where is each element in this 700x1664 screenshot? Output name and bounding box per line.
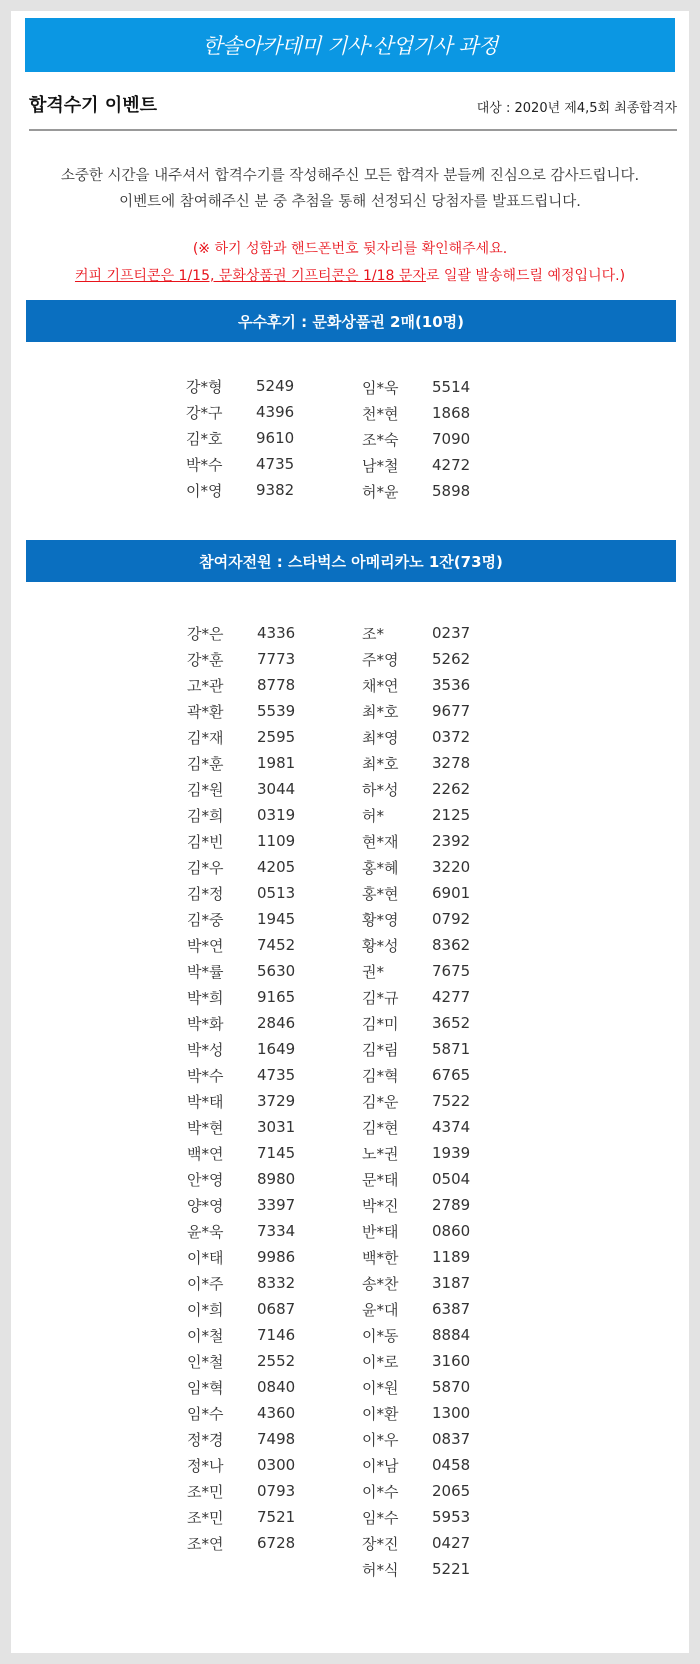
winner-row: [187, 1010, 295, 1036]
winner-name: 박*률: [187, 962, 224, 981]
target-label: 대상 : 2020년 제4,5회 최종합격자: [476, 100, 677, 116]
winner-row: [362, 1400, 470, 1426]
winner-row: [187, 1140, 295, 1166]
winner-name: 홍*혜: [362, 858, 399, 877]
winner-row: [362, 802, 470, 828]
phone-last-digits: 5871: [432, 1040, 471, 1058]
winner-row: [187, 828, 295, 854]
phone-last-digits: 0458: [432, 1456, 471, 1474]
winner-name: 강*형: [186, 377, 223, 396]
phone-last-digits: 3160: [432, 1352, 471, 1370]
winner-name: 송*찬: [362, 1274, 399, 1293]
winner-name: 하*성: [362, 780, 399, 799]
winner-row: [187, 620, 295, 646]
winner-row: [186, 373, 294, 399]
phone-last-digits: 1945: [257, 910, 296, 928]
winner-row: [187, 1452, 295, 1478]
winner-name: 허*윤: [362, 482, 399, 501]
phone-last-digits: 8980: [257, 1170, 296, 1188]
winner-row: [187, 1530, 295, 1556]
phone-last-digits: 5630: [257, 962, 296, 980]
phone-last-digits: 6901: [432, 884, 471, 902]
phone-last-digits: 3220: [432, 858, 471, 876]
winner-row: [362, 1452, 470, 1478]
winner-name: 반*태: [362, 1222, 399, 1241]
phone-last-digits: 7452: [257, 936, 296, 954]
winner-name: 허*식: [362, 1560, 399, 1579]
intro-line-1: 소중한 시간을 내주셔서 합격수기를 작성해주신 모든 합격자 분들께 진심으로 감사드립니다.: [60, 168, 640, 184]
notice-underlined: 커피 기프티콘은 1/15, 문화상품권 기프티콘은 1/18 문자: [74, 268, 426, 284]
winner-row: [187, 1062, 295, 1088]
phone-last-digits: 7334: [257, 1222, 296, 1240]
winner-name: 현*재: [362, 832, 399, 851]
winner-row: [186, 399, 294, 425]
winner-row: [362, 776, 470, 802]
phone-last-digits: 3044: [257, 780, 296, 798]
phone-last-digits: 8778: [257, 676, 296, 694]
phone-last-digits: 0860: [432, 1222, 471, 1240]
winner-name: 박*진: [362, 1196, 399, 1215]
phone-last-digits: 8362: [432, 936, 471, 954]
winner-row: [362, 1114, 470, 1140]
phone-last-digits: 7145: [257, 1144, 296, 1162]
phone-last-digits: 1868: [432, 404, 471, 422]
winner-row: [187, 750, 295, 776]
winner-name: 김*정: [187, 884, 224, 903]
winner-name: 이*철: [187, 1326, 224, 1345]
winner-row: [362, 1426, 470, 1452]
winner-name: 윤*대: [362, 1300, 399, 1319]
winner-name: 채*연: [362, 676, 399, 695]
event-card: [11, 11, 689, 1653]
phone-last-digits: 5870: [432, 1378, 471, 1396]
all-participants-section-title: 참여자전원 : 스타벅스 아메리카노 1잔(73명): [26, 540, 676, 582]
phone-last-digits: 2789: [432, 1196, 471, 1214]
phone-last-digits: 1939: [432, 1144, 471, 1162]
winner-name: 정*나: [187, 1456, 224, 1475]
winner-name: 이*주: [187, 1274, 224, 1293]
winner-row: [362, 1270, 470, 1296]
phone-last-digits: 3397: [257, 1196, 296, 1214]
winner-row: [187, 1374, 295, 1400]
winner-name: 김*혁: [362, 1066, 399, 1085]
phone-last-digits: 9382: [256, 481, 295, 499]
phone-last-digits: 4735: [256, 455, 295, 473]
winner-row: [187, 1244, 295, 1270]
winner-row: [362, 750, 470, 776]
phone-last-digits: 5221: [432, 1560, 471, 1578]
winner-row: [187, 984, 295, 1010]
winner-row: [187, 932, 295, 958]
phone-last-digits: 0319: [257, 806, 296, 824]
winner-row: [187, 906, 295, 932]
best-winners-left-column: [186, 373, 294, 503]
winner-row: [187, 854, 295, 880]
winner-name: 박*수: [187, 1066, 224, 1085]
winner-name: 박*수: [186, 455, 223, 474]
winner-name: 김*재: [187, 728, 224, 747]
winner-name: 백*한: [362, 1248, 399, 1267]
phone-last-digits: 0427: [432, 1534, 471, 1552]
phone-last-digits: 6387: [432, 1300, 471, 1318]
phone-last-digits: 2846: [257, 1014, 296, 1032]
phone-last-digits: 4277: [432, 988, 471, 1006]
winner-row: [362, 400, 470, 426]
winner-name: 박*태: [187, 1092, 224, 1111]
winner-row: [362, 1530, 470, 1556]
winner-row: [362, 1192, 470, 1218]
winner-row: [187, 880, 295, 906]
winner-row: [187, 776, 295, 802]
phone-last-digits: 7521: [257, 1508, 296, 1526]
phone-last-digits: 7522: [432, 1092, 471, 1110]
winner-name: 백*연: [187, 1144, 224, 1163]
winner-row: [362, 1010, 470, 1036]
winner-row: [187, 1036, 295, 1062]
winner-name: 김*현: [362, 1118, 399, 1137]
phone-last-digits: 4374: [432, 1118, 471, 1136]
phone-last-digits: 7498: [257, 1430, 296, 1448]
winner-name: 인*철: [187, 1352, 224, 1371]
winner-name: 이*영: [186, 481, 223, 500]
event-title: 합격수기 이벤트: [29, 95, 157, 116]
phone-last-digits: 0300: [257, 1456, 296, 1474]
winner-row: [362, 1140, 470, 1166]
winner-name: 김*림: [362, 1040, 399, 1059]
phone-last-digits: 4272: [432, 456, 471, 474]
phone-last-digits: 9165: [257, 988, 296, 1006]
phone-last-digits: 2595: [257, 728, 296, 746]
divider: [29, 129, 677, 131]
phone-last-digits: 0792: [432, 910, 471, 928]
winner-row: [187, 698, 295, 724]
winner-name: 이*태: [187, 1248, 224, 1267]
winner-row: [187, 1296, 295, 1322]
phone-last-digits: 8332: [257, 1274, 296, 1292]
all-winners-left-column: [187, 620, 295, 1556]
phone-last-digits: 6728: [257, 1534, 296, 1552]
winner-name: 김*우: [187, 858, 224, 877]
winner-row: [187, 1166, 295, 1192]
phone-last-digits: 0513: [257, 884, 296, 902]
winner-row: [362, 1556, 470, 1582]
winner-name: 임*수: [362, 1508, 399, 1527]
winner-name: 박*현: [187, 1118, 224, 1137]
winner-name: 박*연: [187, 936, 224, 955]
phone-last-digits: 2065: [432, 1482, 471, 1500]
winner-name: 김*훈: [187, 754, 224, 773]
winner-name: 장*진: [362, 1534, 399, 1553]
winner-row: [362, 1348, 470, 1374]
best-review-section-title: 우수후기 : 문화상품권 2매(10명): [26, 300, 676, 342]
winner-name: 강*훈: [187, 650, 224, 669]
phone-last-digits: 0372: [432, 728, 471, 746]
winner-row: [362, 698, 470, 724]
winner-name: 권*: [362, 962, 384, 981]
phone-last-digits: 0237: [432, 624, 471, 642]
winner-row: [187, 1088, 295, 1114]
notice-line-1: (※ 하기 성함과 핸드폰번호 뒷자리를 확인해주세요.: [192, 241, 508, 257]
winner-name: 남*철: [362, 456, 399, 475]
phone-last-digits: 0504: [432, 1170, 471, 1188]
phone-last-digits: 7773: [257, 650, 296, 668]
phone-last-digits: 4360: [257, 1404, 296, 1422]
winner-row: [187, 646, 295, 672]
winner-name: 문*태: [362, 1170, 399, 1189]
winner-row: [362, 724, 470, 750]
phone-last-digits: 9677: [432, 702, 471, 720]
winner-row: [362, 452, 470, 478]
winner-name: 허*: [362, 806, 384, 825]
winner-row: [187, 1504, 295, 1530]
winner-name: 김*규: [362, 988, 399, 1007]
phone-last-digits: 4396: [256, 403, 295, 421]
phone-last-digits: 0840: [257, 1378, 296, 1396]
winner-row: [186, 425, 294, 451]
phone-last-digits: 4735: [257, 1066, 296, 1084]
winner-row: [362, 932, 470, 958]
phone-last-digits: 3652: [432, 1014, 471, 1032]
phone-last-digits: 7090: [432, 430, 471, 448]
winner-row: [362, 906, 470, 932]
phone-last-digits: 5953: [432, 1508, 471, 1526]
winner-name: 최*호: [362, 754, 399, 773]
winner-name: 이*환: [362, 1404, 399, 1423]
phone-last-digits: 3278: [432, 754, 471, 772]
winner-name: 이*우: [362, 1430, 399, 1449]
phone-last-digits: 2125: [432, 806, 471, 824]
winner-row: [362, 1296, 470, 1322]
winner-row: [362, 1244, 470, 1270]
winner-name: 박*화: [187, 1014, 224, 1033]
winner-name: 양*영: [187, 1196, 224, 1215]
winner-row: [362, 374, 470, 400]
phone-last-digits: 3729: [257, 1092, 296, 1110]
phone-last-digits: 7146: [257, 1326, 296, 1344]
winner-name: 김*미: [362, 1014, 399, 1033]
winner-row: [187, 724, 295, 750]
winner-row: [187, 1192, 295, 1218]
winner-row: [187, 802, 295, 828]
winner-name: 노*권: [362, 1144, 399, 1163]
winner-name: 최*호: [362, 702, 399, 721]
winner-row: [362, 672, 470, 698]
banner-title: 한솔아카데미 기사·산업기사 과정: [25, 18, 675, 72]
phone-last-digits: 2552: [257, 1352, 296, 1370]
winner-name: 이*동: [362, 1326, 399, 1345]
winner-name: 황*성: [362, 936, 399, 955]
winner-name: 김*빈: [187, 832, 224, 851]
winner-name: 황*영: [362, 910, 399, 929]
winner-name: 조*민: [187, 1508, 224, 1527]
winner-name: 이*수: [362, 1482, 399, 1501]
phone-last-digits: 4336: [257, 624, 296, 642]
winner-name: 이*원: [362, 1378, 399, 1397]
winner-name: 곽*환: [187, 702, 224, 721]
phone-last-digits: 2392: [432, 832, 471, 850]
winner-row: [362, 958, 470, 984]
winner-name: 김*중: [187, 910, 224, 929]
phone-last-digits: 6765: [432, 1066, 471, 1084]
winner-name: 윤*욱: [187, 1222, 224, 1241]
winner-name: 박*성: [187, 1040, 224, 1059]
winner-row: [362, 1322, 470, 1348]
winner-name: 조*연: [187, 1534, 224, 1553]
phone-last-digits: 8884: [432, 1326, 471, 1344]
phone-last-digits: 0837: [432, 1430, 471, 1448]
winner-row: [187, 1478, 295, 1504]
winner-row: [187, 1400, 295, 1426]
all-winners-right-column: [362, 620, 470, 1582]
winner-name: 강*은: [187, 624, 224, 643]
winner-row: [362, 1088, 470, 1114]
best-winners-right-column: [362, 374, 470, 504]
winner-name: 강*구: [186, 403, 223, 422]
phone-last-digits: 1649: [257, 1040, 296, 1058]
phone-last-digits: 9610: [256, 429, 295, 447]
phone-last-digits: 1189: [432, 1248, 471, 1266]
winner-row: [362, 478, 470, 504]
phone-last-digits: 1300: [432, 1404, 471, 1422]
winner-row: [187, 958, 295, 984]
phone-last-digits: 5262: [432, 650, 471, 668]
phone-last-digits: 1109: [257, 832, 296, 850]
winner-row: [362, 1036, 470, 1062]
winner-name: 최*영: [362, 728, 399, 747]
winner-row: [362, 854, 470, 880]
phone-last-digits: 2262: [432, 780, 471, 798]
winner-row: [362, 1504, 470, 1530]
phone-last-digits: 5249: [256, 377, 295, 395]
notice-line-2: [25, 263, 675, 290]
winner-row: [187, 1322, 295, 1348]
winner-row: [362, 1374, 470, 1400]
winner-name: 김*원: [187, 780, 224, 799]
winner-name: 김*희: [187, 806, 224, 825]
winner-name: 조*숙: [362, 430, 399, 449]
winner-name: 임*욱: [362, 378, 399, 397]
intro-line-2: 이벤트에 참여해주신 분 중 추첨을 통해 선정되신 당첨자를 발표드립니다.: [119, 194, 581, 210]
winner-name: 이*희: [187, 1300, 224, 1319]
phone-last-digits: 5898: [432, 482, 471, 500]
phone-last-digits: 4205: [257, 858, 296, 876]
phone-last-digits: 3031: [257, 1118, 296, 1136]
winner-name: 정*경: [187, 1430, 224, 1449]
winner-row: [186, 477, 294, 503]
winner-name: 김*운: [362, 1092, 399, 1111]
winner-row: [187, 1348, 295, 1374]
phone-last-digits: 1981: [257, 754, 296, 772]
winner-row: [186, 451, 294, 477]
winner-row: [362, 620, 470, 646]
winner-name: 조*: [362, 624, 384, 643]
phone-last-digits: 5514: [432, 378, 471, 396]
winner-row: [362, 426, 470, 452]
winner-row: [362, 1478, 470, 1504]
winner-name: 홍*현: [362, 884, 399, 903]
winner-row: [362, 1166, 470, 1192]
phone-last-digits: 3536: [432, 676, 471, 694]
phone-last-digits: 7675: [432, 962, 471, 980]
winner-row: [187, 1426, 295, 1452]
winner-name: 조*민: [187, 1482, 224, 1501]
event-subheader: [29, 89, 677, 119]
winner-name: 임*혁: [187, 1378, 224, 1397]
winner-name: 천*현: [362, 404, 399, 423]
winner-row: [187, 1114, 295, 1140]
phone-last-digits: 9986: [257, 1248, 296, 1266]
phone-last-digits: 5539: [257, 702, 296, 720]
phone-last-digits: 0687: [257, 1300, 296, 1318]
winner-name: 박*희: [187, 988, 224, 1007]
winner-name: 김*호: [186, 429, 223, 448]
winner-row: [187, 1270, 295, 1296]
intro-text: [25, 163, 675, 215]
notice-rest: 로 일괄 발송해드릴 예정입니다.): [425, 268, 626, 284]
winner-name: 이*남: [362, 1456, 399, 1475]
winner-row: [362, 646, 470, 672]
winner-name: 임*수: [187, 1404, 224, 1423]
phone-last-digits: 0793: [257, 1482, 296, 1500]
winner-row: [362, 1062, 470, 1088]
notice-text: [25, 236, 675, 290]
winner-row: [187, 672, 295, 698]
winner-name: 주*영: [362, 650, 399, 669]
winner-row: [187, 1218, 295, 1244]
winner-row: [362, 984, 470, 1010]
winner-row: [362, 1218, 470, 1244]
winner-row: [362, 828, 470, 854]
winner-row: [362, 880, 470, 906]
winner-name: 고*관: [187, 676, 224, 695]
winner-name: 이*로: [362, 1352, 399, 1371]
winner-name: 안*영: [187, 1170, 224, 1189]
phone-last-digits: 3187: [432, 1274, 471, 1292]
